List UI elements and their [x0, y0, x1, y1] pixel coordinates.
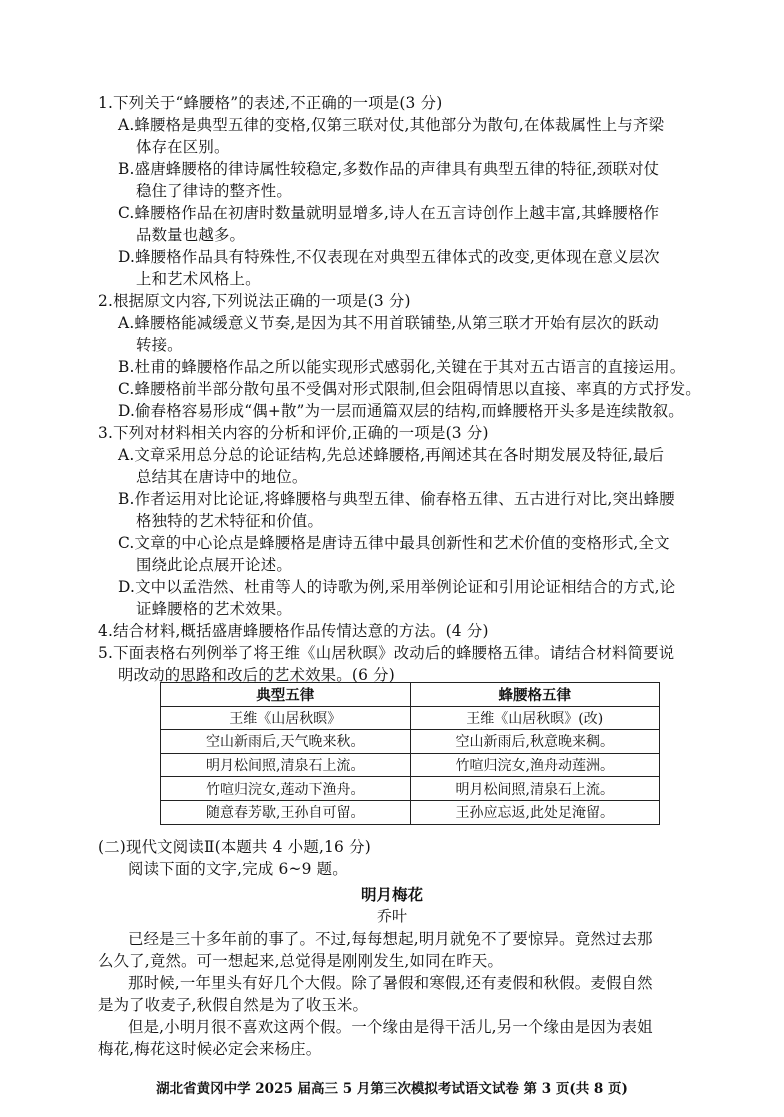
story-paragraph-3-cont: 梅花,梅花这时候必定会来杨庄。: [98, 1040, 322, 1058]
question-4-stem: 4.结合材料,概括盛唐蜂腰格作品传情达意的方法。(4 分): [98, 622, 489, 640]
question-3-option-a: A.文章采用总分总的论证结构,先总述蜂腰格,再阐述其在各时期发展及特征,最后: [118, 446, 665, 464]
question-5-stem-cont: 明改动的思路和改后的艺术效果。(6 分): [118, 666, 395, 684]
story-paragraph-3: 但是,小明月很不喜欢这两个假。一个缘由是得干活儿,另一个缘由是因为表姐: [128, 1018, 653, 1036]
question-1-option-a: A.蜂腰格是典型五律的变格,仅第三联对仗,其他部分为散句,在体裁属性上与齐梁: [118, 116, 665, 134]
question-1-option-d-cont: 上和艺术风格上。: [136, 270, 261, 288]
table-cell: 明月松间照,清泉石上流。: [410, 777, 660, 801]
question-3-option-b: B.作者运用对比论证,将蜂腰格与典型五律、偷春格五律、五古进行对比,突出蜂腰: [118, 490, 675, 508]
question-3-stem: 3.下列对材料相关内容的分析和评价,正确的一项是(3 分): [98, 424, 489, 442]
table-header-row: [161, 683, 660, 707]
section-heading: (二)现代文阅读Ⅱ(本题共 4 小题,16 分): [98, 838, 371, 856]
question-2-stem: 2.根据原文内容,下列说法正确的一项是(3 分): [98, 292, 411, 310]
table-cell: 王孙应忘返,此处足淹留。: [410, 800, 660, 824]
table-cell: 竹喧归浣女,渔舟动莲洲。: [410, 753, 660, 777]
table-cell: 竹喧归浣女,莲动下渔舟。: [161, 777, 411, 801]
story-paragraph-1: 已经是三十多年前的事了。不过,每每想起,明月就免不了要惊异。竟然过去那: [128, 930, 653, 948]
question-1-stem: 1.下列关于“蜂腰格”的表述,不正确的一项是(3 分): [98, 94, 443, 112]
page-footer: 湖北省黄冈中学 2025 届高三 5 月第三次模拟考试语文试卷 第 3 页(共 8 页): [156, 1081, 628, 1097]
section-instruction: 阅读下面的文字,完成 6~9 题。: [128, 860, 348, 878]
question-3-option-d: D.文中以孟浩然、杜甫等人的诗歌为例,采用举例论证和引用论证相结合的方式,论: [118, 578, 676, 596]
question-2-option-a: A.蜂腰格能减缓意义节奏,是因为其不用首联铺垫,从第三联才开始有层次的跃动: [118, 314, 660, 332]
table-row: [161, 730, 660, 754]
table-cell: 王维《山居秋暝》(改): [410, 706, 660, 730]
question-3-option-b-cont: 格独特的艺术特征和价值。: [136, 512, 324, 530]
question-2-option-b: B.杜甫的蜂腰格作品之所以能实现形式感弱化,关键在于其对五古语言的直接运用。: [118, 358, 686, 376]
table-row: [161, 777, 660, 801]
table-row: [161, 753, 660, 777]
question-2-option-d: D.偷春格容易形成“偶+散”为一层而通篇双层的结构,而蜂腰格开头多是连续散叙。: [118, 402, 684, 420]
question-1-option-b-cont: 稳住了律诗的整齐性。: [136, 182, 292, 200]
table-header-cell: 蜂腰格五律: [410, 683, 660, 707]
story-paragraph-2: 那时候,一年里头有好几个大假。除了暑假和寒假,还有麦假和秋假。麦假自然: [128, 974, 653, 992]
question-1-option-a-cont: 体存在区别。: [136, 138, 230, 156]
question-5-stem: 5.下面表格右列例举了将王维《山居秋暝》改动后的蜂腰格五律。请结合材料简要说: [98, 644, 675, 662]
question-3-option-d-cont: 证蜂腰格的艺术效果。: [136, 600, 292, 618]
question-1-option-d: D.蜂腰格作品具有特殊性,不仅表现在对典型五律体式的改变,更体现在意义层次: [118, 248, 660, 266]
table-cell: 王维《山居秋暝》: [161, 706, 411, 730]
table-header-cell: 典型五律: [161, 683, 411, 707]
story-title: 明月梅花: [360, 886, 423, 904]
question-1-option-c-cont: 品数量也越多。: [136, 226, 246, 244]
question-1-option-b: B.盛唐蜂腰格的律诗属性较稳定,多数作品的声律具有典型五律的特征,颈联对仗: [118, 160, 660, 178]
table-cell: 空山新雨后,秋意晚来稠。: [410, 730, 660, 754]
table-row: [161, 706, 660, 730]
question-1-option-c: C.蜂腰格作品在初唐时数量就明显增多,诗人在五言诗创作上越丰富,其蜂腰格作: [118, 204, 660, 222]
poem-comparison-table: [160, 682, 660, 825]
table-row: [161, 800, 660, 824]
table-cell: 明月松间照,清泉石上流。: [161, 753, 411, 777]
question-2-option-c: C.蜂腰格前半部分散句虽不受偶对形式限制,但会阻碍情思以直接、率真的方式抒发。: [118, 380, 701, 398]
question-3-option-a-cont: 总结其在唐诗中的地位。: [136, 468, 308, 486]
story-author: 乔叶: [376, 907, 407, 925]
table-cell: 空山新雨后,天气晚来秋。: [161, 730, 411, 754]
question-2-option-a-cont: 转接。: [136, 336, 183, 354]
story-paragraph-1-cont: 么久了,竟然。可一想起来,总觉得是刚刚发生,如同在昨天。: [98, 952, 504, 970]
table-cell: 随意春芳歇,王孙自可留。: [161, 800, 411, 824]
question-3-option-c: C.文章的中心论点是蜂腰格是唐诗五律中最具创新性和艺术价值的变格形式,全文: [118, 534, 670, 552]
question-3-option-c-cont: 围绕此论点展开论述。: [136, 556, 292, 574]
story-paragraph-2-cont: 是为了收麦子,秋假自然是为了收玉米。: [98, 996, 369, 1014]
